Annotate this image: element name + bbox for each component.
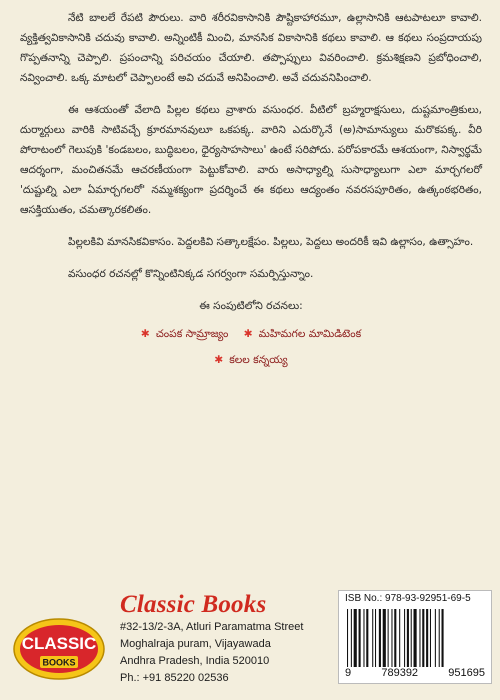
phone-line: Ph.: +91 85220 02536	[120, 672, 229, 684]
address-line-3: Andhra Pradesh, India 520010	[120, 655, 270, 667]
publisher-name: Classic Books	[120, 591, 267, 618]
blurb-paragraph-2: ఈ ఆశయంతో వేలాది పిల్లల కథలు వ్రాశారు వసుంధర. వీటిలో బ్రహ్మరాక్షసులు, దుష్టమాంత్రికులు, దుర్మార్గులు వారికి సాటివచ్చే క్రూరమానవులూ ఒకపక్క. వారిని ఎదుర్కొనే (అ)సామాన్యులు మరొకపక్క. వీరి పోరాటంలో గెలుపుకి 'కండబలం, బుద్ధిబలం, ధైర్యసాహసాలు' ఉంటే సరిపోదు. పరోపకారమే ఆశయంగా, నిస్వార్థమే ఆదర్శంగా, మంచితనమే ఆచరణీయంగా పెట్టుకోవాలి. వారు అసాధ్యాల్ని సుసాధ్యాలుగా ఎలా మార్చగలరో 'దుష్టుల్ని ఎలా ఏమార్చగలరో' నమ్మశక్యంగా ప్రదర్శించే ఈ కథలు ఆద్యంతం నవరసపూరితం, ఉత్కంఠభరితం, ఆసక్తియుతం, చమత్కారకలితం.	[20, 104, 482, 216]
story-title: చంపక సామ్రాజ్యం	[155, 328, 229, 340]
contents-heading: ఈ సంపుటిలోని రచనలు:	[199, 300, 303, 312]
logo-text-top: CLASSIC	[21, 634, 97, 653]
blurb-paragraph-3: పిల్లలకివి మానసికవికాసం. పెద్దలకివి సత్కాలక్షేపం. పిల్లలు, పెద్దలు అందరికీ ఇవి ఉల్లాసం, ఉత్సాహం.	[68, 236, 474, 248]
barcode-digits-last: 951695	[448, 667, 485, 679]
address-line-2: Moghalraja puram, Vijayawada	[120, 638, 271, 650]
barcode-digits	[345, 667, 485, 679]
story-item	[244, 324, 361, 344]
barcode-digit-first: 9	[345, 667, 352, 679]
blurb-paragraph-1: నేటి బాలలే రేపటి పౌరులు. వారి శరీరవికాసానికి పౌష్టికాహారమూ, ఉల్లాసానికి ఆటపాటలూ కావాలి. వ్యక్తిత్వవికాసానికి చదువు కావాలి. అన్నింటికీ మించి, మానసిక వికాసానికి కథలు కావాలి. ఆ కథలు సంప్రదాయపు గొప్పతనాన్ని చెప్పాలి. ప్రపంచాన్ని పరిచయం చేయాలి. తప్పొప్పులు వివరించాలి. క్రమశిక్షణని ప్రబోధించాలి, నవ్వించాలి. ఒక్క మాటలో చెప్పాలంటే అవి చదువే అనిపించాలి. అవే చదువనిపించాలి.	[20, 12, 482, 84]
address-line-1: #32-13/2-3A, Atluri Paramatma Street	[120, 621, 304, 633]
asterisk-bullet-icon: ✱	[140, 328, 150, 340]
story-item	[141, 324, 229, 344]
isbn-label: ISB No.: 978-93-92951-69-5	[345, 593, 471, 604]
barcode-digits-middle: 789392	[381, 667, 419, 679]
barcode-icon	[345, 609, 485, 667]
asterisk-bullet-icon: ✱	[243, 328, 253, 340]
logo-text-bottom: BOOKS	[42, 657, 76, 668]
classic-books-logo-icon	[12, 613, 106, 681]
publisher-footer	[0, 585, 500, 700]
story-item	[214, 350, 287, 370]
story-title: మహిమగల మామిడిటెంక	[258, 328, 362, 340]
blurb-text	[20, 8, 482, 376]
story-list	[20, 324, 482, 376]
story-title: కలల కన్నయ్య	[229, 354, 288, 366]
blurb-paragraph-4: వసుంధర రచనల్లో కొన్నింటినిక్కడ సగర్వంగా సమర్పిస్తున్నాం.	[68, 268, 314, 280]
isbn-barcode-block	[338, 590, 492, 684]
asterisk-bullet-icon: ✱	[214, 354, 224, 366]
